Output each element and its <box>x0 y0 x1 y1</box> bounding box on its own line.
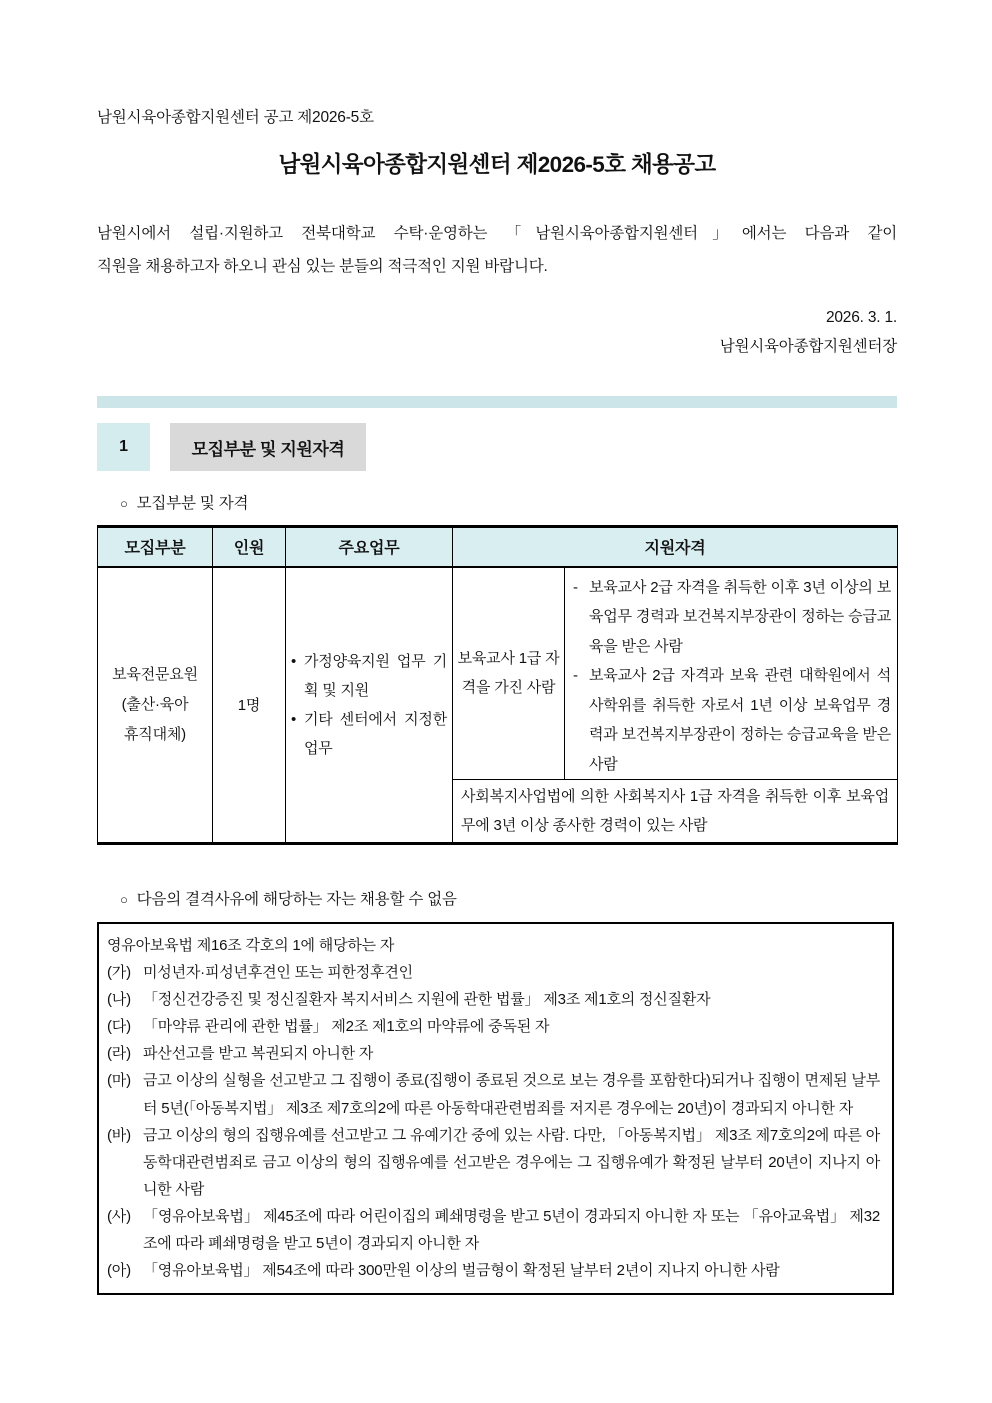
section-divider-bar <box>97 396 897 408</box>
circle-bullet-icon: ○ <box>120 496 128 511</box>
doc-number: 남원시육아종합지원센터 공고 제2026-5호 <box>97 109 374 126</box>
item-text: 「마약류 관리에 관한 법률」 제2조 제1호의 마약류에 중독된 자 <box>143 1018 550 1036</box>
item-text: 금고 이상의 실형을 선고받고 그 집행이 종료(집행이 종료된 것으로 보는 경우를 포함한다)되거나 집행이 면제된 날부터 5년(「아동복지법」 제3조 제7호의2에 따른 아동학대관련범죄를 저지른 경우에는 20년)이 경과되지 아니한 자 <box>143 1072 880 1117</box>
intro-paragraph <box>97 217 897 283</box>
disqualification-box <box>97 922 894 1295</box>
intro-line-2: 직원을 채용하고자 하오니 관심 있는 분들의 적극적인 지원 바랍니다. <box>97 258 548 275</box>
qualification-text: 보육교사 2급 자격과 보육 관련 대학원에서 석사학위를 취득한 자로서 1년 이상 보육업무 경력과 보건복지부장관이 정하는 승급교육을 받은 사람 <box>589 667 891 773</box>
cell-qualification-alt: 사회복지사업법에 의한 사회복지사 1급 자격을 취득한 이후 보육업무에 3년 이상 종사한 경력이 있는 사람 <box>453 780 898 844</box>
recruit-heading-text: 모집부분 및 자격 <box>136 495 249 512</box>
item-marker: (나) <box>107 991 131 1009</box>
item-marker: (다) <box>107 1018 131 1036</box>
disqualification-item <box>107 1122 880 1203</box>
document-page <box>97 0 897 1295</box>
item-marker: (바) <box>107 1126 131 1144</box>
qualification-item <box>573 661 891 779</box>
position-line: (출산·육아 <box>121 695 189 713</box>
bullet-icon: • <box>291 710 297 728</box>
recruit-heading <box>97 491 897 513</box>
item-marker: (가) <box>107 964 131 982</box>
item-text: 금고 이상의 형의 집행유예를 선고받고 그 유예기간 중에 있는 사람. 다만, 「아동복지법」 제3조 제7호의2에 따른 아동학대관련범죄로 금고 이상의 형의 집행유예를 선고받은 경우에는 그 집행유예가 확정된 날부터 20년이 지나지 아니한 사람 <box>143 1126 880 1198</box>
section-1-header <box>97 423 897 471</box>
disqualification-heading-text: 다음의 결격사유에 해당하는 자는 채용할 수 없음 <box>136 891 457 908</box>
cell-qualification-type: 보육교사 1급 자격을 가진 사람 <box>453 567 565 780</box>
page-title: 남원시육아종합지원센터 제2026-5호 채용공고 <box>278 152 716 177</box>
item-text: 「정신건강증진 및 정신질환자 복지서비스 지원에 관한 법률」 제3조 제1호의 정신질환자 <box>143 991 711 1009</box>
duty-item <box>291 705 447 763</box>
intro-line-1: 남원시에서 설립·지원하고 전북대학교 수탁·운영하는 「남원시육아종합지원센터」에서는 다음과 같이 <box>97 225 897 242</box>
table-row <box>98 567 898 780</box>
dash-icon: - <box>573 667 578 684</box>
position-line: 휴직대체) <box>124 725 186 743</box>
duty-text: 기타 센터에서 지정한 업무 <box>304 710 447 757</box>
cell-position <box>98 567 213 844</box>
dash-icon: - <box>573 578 578 596</box>
qualification-item <box>573 573 891 662</box>
item-text: 「영유아보육법」 제45조에 따라 어린이집의 폐쇄명령을 받고 5년이 경과되지 아니한 자 또는 「유아교육법」 제32조에 따라 폐쇄명령을 받고 5년이 경과되지 아니한 자 <box>143 1207 880 1253</box>
disqualification-item <box>107 1257 880 1284</box>
cell-duties <box>286 567 453 844</box>
column-header-duties: 주요업무 <box>286 527 453 567</box>
disqualification-intro: 영유아보육법 제16조 각호의 1에 해당하는 자 <box>107 937 395 954</box>
cell-headcount: 1명 <box>213 567 286 844</box>
signature-line: 남원시육아종합지원센터장 <box>719 338 897 355</box>
circle-bullet-icon: ○ <box>120 892 128 907</box>
bullet-icon: • <box>291 652 297 670</box>
disqualification-item <box>107 1013 880 1040</box>
section-title-badge: 모집부분 및 지원자격 <box>170 423 366 471</box>
column-header-qualification: 지원자격 <box>453 527 898 567</box>
duty-text: 가정양육지원 업무 기획 및 지원 <box>304 652 447 699</box>
disqualification-item <box>107 1067 880 1121</box>
item-marker: (사) <box>107 1207 131 1225</box>
recruit-table <box>97 525 898 845</box>
item-marker: (아) <box>107 1262 131 1280</box>
item-text: 파산선고를 받고 복권되지 아니한 자 <box>143 1045 374 1063</box>
item-marker: (라) <box>107 1045 131 1063</box>
disqualification-item <box>107 986 880 1013</box>
section-number-badge: 1 <box>97 423 150 471</box>
announcement-date: 2026. 3. 1. <box>825 309 897 326</box>
position-line: 보육전문요원 <box>112 665 198 683</box>
disqualification-heading <box>97 887 897 909</box>
column-header-position: 모집부분 <box>98 527 213 567</box>
item-text: 「영유아보육법」 제54조에 따라 300만원 이상의 벌금형이 확정된 날부터 2년이 지나지 아니한 사람 <box>143 1262 780 1280</box>
table-header-row <box>98 527 898 567</box>
duty-item <box>291 647 447 705</box>
qualification-text: 보육교사 2급 자격을 취득한 이후 3년 이상의 보육업무 경력과 보건복지부장관이 정하는 승급교육을 받은 사람 <box>589 578 891 655</box>
disqualification-item <box>107 1040 880 1067</box>
item-text: 미성년자·피성년후견인 또는 피한정후견인 <box>143 964 413 982</box>
cell-qualification-details <box>565 567 898 780</box>
disqualification-item <box>107 959 880 986</box>
column-header-headcount: 인원 <box>213 527 286 567</box>
item-marker: (마) <box>107 1072 131 1090</box>
disqualification-item <box>107 1203 880 1257</box>
